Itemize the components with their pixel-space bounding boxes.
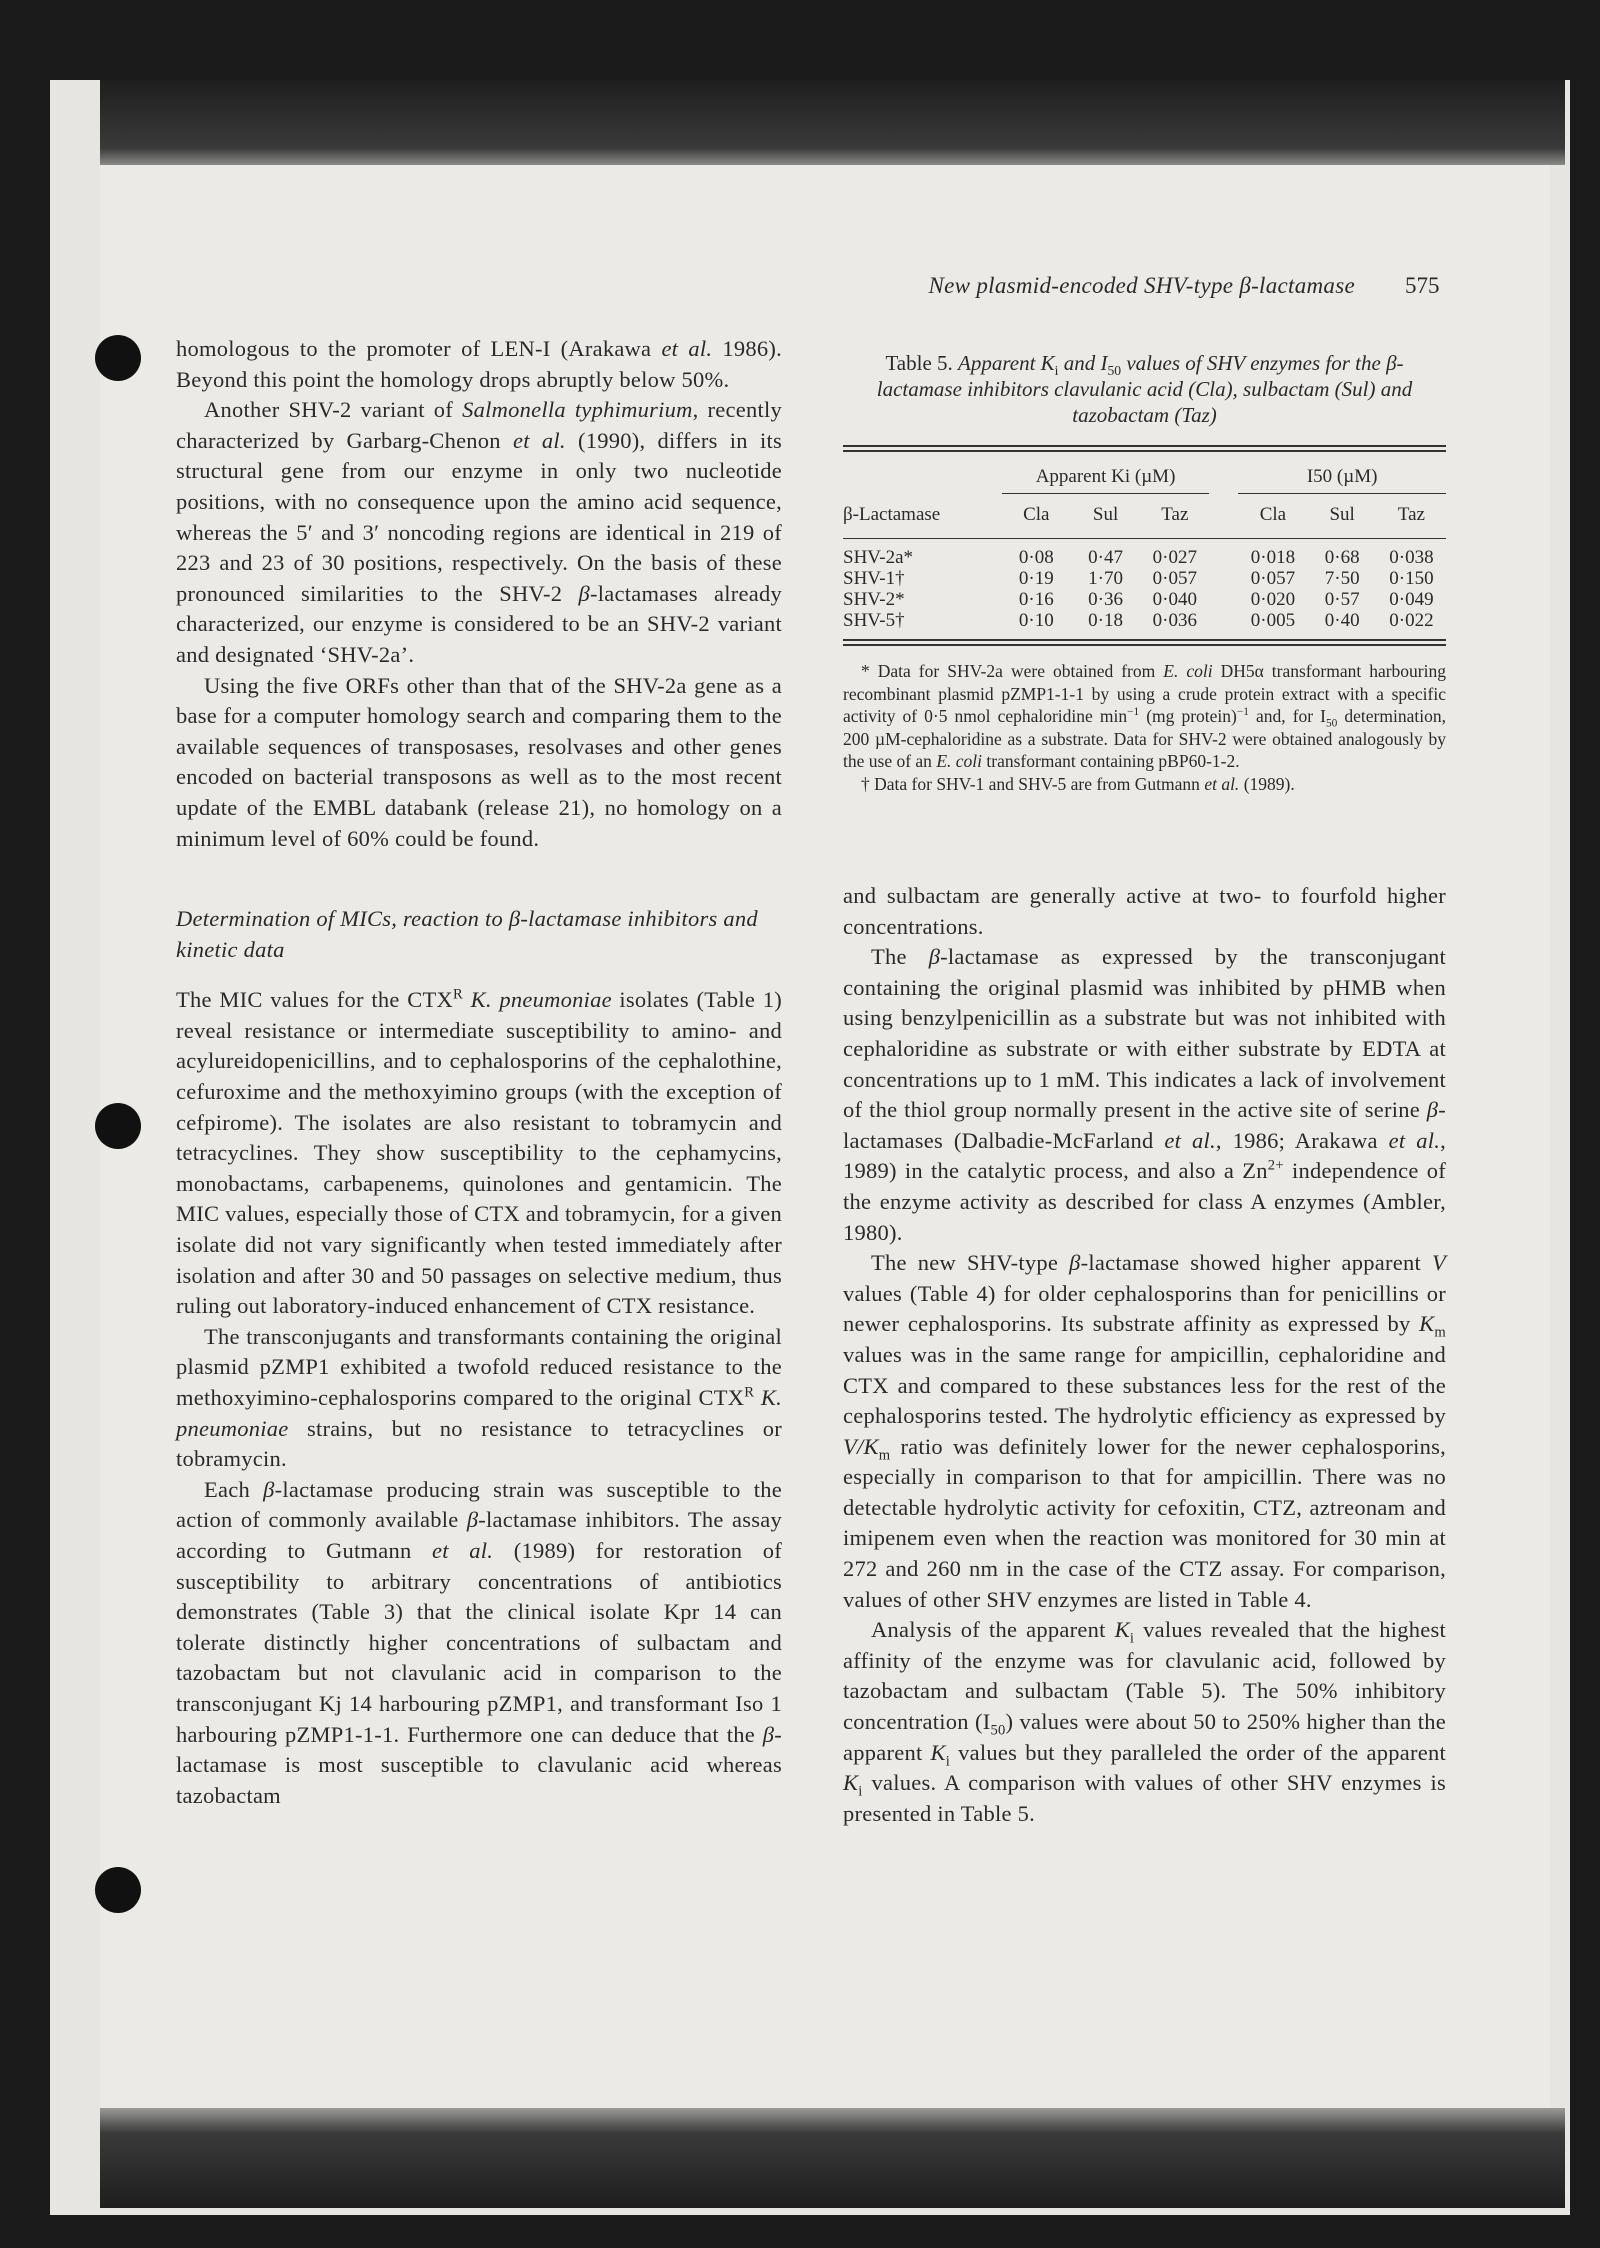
text-run: V	[1432, 1250, 1446, 1276]
text-run: values revealed that the highest affinity of the enzyme was for clavulanic acid, followed by tazobactam and sulbactam (Table 5). The 50% inhibitory concentration (I	[843, 1617, 1446, 1735]
text-run: et al.	[661, 336, 713, 361]
table-cell: 0·16	[1018, 589, 1054, 610]
table-cell: 0·057	[1250, 568, 1296, 589]
text-run: i	[945, 1753, 951, 1770]
text-run: β	[762, 1721, 775, 1747]
text-run: and, for I	[1248, 706, 1326, 726]
text-run: values. A comparison with values of other SHV enzymes is presented in Table 5.	[843, 1770, 1446, 1826]
table-cell: 0·020	[1250, 589, 1296, 610]
text-run: 50	[1107, 363, 1122, 379]
group-header-ki: Apparent Ki (µM)	[1002, 466, 1210, 494]
text-run: -lactamase is most susceptible to clavulanic acid whereas tazobactam	[176, 1721, 782, 1808]
text-run: homologous to the promoter of LEN-I (Arakawa	[176, 336, 662, 361]
table-row	[843, 547, 1446, 568]
text-run: The MIC values for the CTX	[176, 987, 453, 1013]
paragraph	[176, 334, 782, 395]
text-run: β	[466, 1507, 479, 1533]
enzyme-name: SHV-5†	[843, 610, 905, 631]
text-run: strains, but no resistance to tetracyclines or tobramycin.	[176, 1415, 782, 1472]
text-run: -lactamases already characterized, our enzyme is considered to be an SHV-2 variant and designated ‘SHV-2a’.	[176, 580, 782, 667]
text-run: et al.	[432, 1537, 494, 1563]
text-run: † Data for SHV-1 and SHV-5 are from Gutmann	[861, 773, 1205, 794]
text-run: K	[930, 1739, 946, 1765]
column-header: Sul	[1092, 504, 1119, 525]
table-cell: 0·036	[1152, 610, 1197, 631]
text-run	[754, 1385, 761, 1410]
text-run: -lactamases (Dalbadie-McFarland	[843, 1097, 1446, 1153]
text-run: 50	[990, 1722, 1006, 1739]
text-run: R	[452, 986, 463, 1003]
text-run: -lactamase showed higher apparent	[1080, 1250, 1432, 1276]
group-header-i50: I50 (µM)	[1238, 466, 1446, 494]
table-cell: 0·018	[1250, 547, 1296, 568]
text-run: 50	[1326, 717, 1338, 730]
text-run: et al.	[1388, 1127, 1441, 1153]
scan-shadow-top	[100, 80, 1565, 165]
right-column	[843, 881, 1446, 1829]
text-run: i	[858, 1783, 863, 1800]
table-cell: 0·057	[1152, 568, 1197, 589]
left-column	[176, 334, 782, 1811]
text-run: -lactamase as expressed by the transconjugant containing the original plasmid was inhibited by pHMB when using benzylpenicillin as a substrate but was not inhibited with cephaloridine as substrate or with either substrate by EDTA at concentrations up to 1 mM. This indicates a lack of involvement of the thiol group normally present in the active site of serine	[843, 944, 1447, 1123]
text-run: determination, 200 µM-cephaloridine as a substrate. Data for SHV-2 were obtained analogously by the use of an	[843, 706, 1446, 771]
text-run: Another SHV-2 variant of	[204, 397, 463, 423]
table-cell: 0·005	[1250, 610, 1296, 631]
text-run: values but they paralleled the order of the apparent	[950, 1739, 1446, 1765]
running-title: New plasmid-encoded SHV-type β-lactamase	[928, 273, 1355, 298]
text-run: i	[1054, 363, 1059, 379]
text-run	[463, 987, 471, 1012]
text-run: values of SHV enzymes for the β-lactamase inhibitors clavulanic acid (Cla), sulbactam (Sul) and tazobactam (Taz)	[876, 351, 1413, 427]
table-5	[843, 445, 1446, 646]
column-header: Cla	[1023, 504, 1050, 525]
paragraph	[176, 395, 782, 670]
paragraph	[176, 1322, 782, 1475]
table-cell: 7·50	[1324, 568, 1360, 589]
table-cell: 0·10	[1018, 610, 1054, 631]
text-run: Salmonella typhimurium	[462, 397, 693, 423]
text-run: et al.	[513, 427, 566, 453]
text-run: Each	[204, 1476, 264, 1502]
table-cell: 0·36	[1088, 589, 1123, 610]
text-run: isolates (Table 1) reveal resistance or intermediate susceptibility to amino- and acylureidopenicillins, and to cephalosporins of the cephalothine, cefuroxime and the methoxyimino groups (with the exception of cefpirome). The isolates are also resistant to tobramycin and tetracyclines. They show susceptibility to the cephamycins, monobactams, carbapenems, quinolones and gentamicin. The MIC values, especially those of CTX and tobramycin, for a given isolate did not vary significantly when tested immediately after isolation and after 30 and 50 passages on selective medium, thus ruling out laboratory-induced enhancement of CTX resistance.	[176, 987, 783, 1319]
text-run: values was in the same range for ampicillin, cephaloridine and CTX and compared to these substances less for the rest of the cephalosporins tested. The hydrolytic efficiency as expressed by	[843, 1341, 1446, 1429]
text-run: The new SHV-type	[871, 1250, 1070, 1276]
text-run: independence of the enzyme activity as described for class A enzymes (Ambler, 1980).	[843, 1158, 1446, 1245]
text-run: et al.	[1164, 1127, 1216, 1153]
table-caption	[843, 350, 1446, 428]
enzyme-name: SHV-2a*	[843, 547, 914, 568]
table-top-rule	[843, 445, 1446, 452]
text-run: −1	[1236, 706, 1249, 719]
text-run: , recently characterized by Garbarg-Chenon	[176, 397, 782, 453]
text-run: (1989) for restoration of susceptibility to arbitrary concentrations of antibiotics demonstrates (Table 3) that the clinical isolate Kpr 14 can tolerate distinctly higher concentrations of sulbactam and tazobactam but not clavulanic acid in comparison to the transconjugant Kj 14 harbouring pZMP1, and transformant Iso 1 harbouring pZMP1-1-1. Furthermore one can deduce that the	[176, 1537, 782, 1747]
text-run: ratio was definitely lower for the newer cephalosporins, especially in comparison to that for ampicillin. There was no detectable hydrolytic activity for cefoxitin, CTZ, aztreonam and imipenem even when the reaction was monitored for 30 min at 272 and 260 nm in the case of the CTZ assay. For comparison, values of other SHV enzymes are listed in Table 4.	[843, 1433, 1446, 1612]
punch-hole	[95, 335, 141, 381]
paragraph	[843, 942, 1446, 1248]
table-cell: 0·18	[1088, 610, 1123, 631]
table-cell: 0·049	[1389, 589, 1434, 610]
text-run: β	[1069, 1250, 1081, 1276]
text-run: (mg protein)	[1139, 706, 1237, 726]
paragraph	[843, 1615, 1446, 1829]
paragraph	[176, 985, 782, 1322]
text-run: K. pneumoniae	[176, 1385, 782, 1441]
table-row	[843, 568, 1446, 589]
table-bottom-rule	[843, 639, 1446, 646]
text-run: K	[843, 1770, 859, 1796]
text-run: , 1986; Arakawa	[1215, 1127, 1389, 1153]
text-run: -lactamase inhibitors. The assay according to Gutmann	[176, 1507, 782, 1563]
text-run: β	[578, 580, 591, 606]
enzyme-name: SHV-1†	[843, 568, 905, 589]
table-footnotes	[843, 660, 1446, 795]
text-run: ) values were about 50 to 250% higher than the apparent	[843, 1709, 1446, 1765]
text-run: −1	[1127, 706, 1140, 719]
table-cell: 0·027	[1152, 547, 1197, 568]
paragraph	[843, 1248, 1446, 1615]
paragraph	[176, 1475, 782, 1812]
text-run: β	[263, 1476, 275, 1502]
text-run: (1989).	[1239, 773, 1295, 794]
enzyme-name: SHV-2*	[843, 589, 905, 610]
text-run: Apparent K	[958, 351, 1055, 375]
table-row	[843, 610, 1446, 631]
table-header-rule	[843, 538, 1446, 539]
column-header: Taz	[1397, 504, 1425, 525]
text-run: K	[1114, 1617, 1130, 1643]
text-run: β	[928, 944, 941, 970]
table-cell: 1·70	[1088, 568, 1123, 589]
text-run: The transconjugants and transformants containing the original plasmid pZMP1 exhibited a twofold reduced resistance to the methoxyimino-cephalosporins compared to the original CTX	[176, 1323, 782, 1410]
text-run: Using the five ORFs other than that of the SHV-2a gene as a base for a computer homology search and comparing them to the available sequences of transposases, resolvases and other genes encoded on bacterial transposons as well as to the most recent update of the EMBL databank (release 21), no homology on a minimum level of 60% could be found.	[176, 672, 782, 851]
text-run: R	[744, 1384, 755, 1401]
paragraph	[843, 881, 1446, 942]
text-run: DH5α transformant harbouring recombinant plasmid pZMP1-1-1 by using a crude protein extract with a specific activity of 0·5 nmol cephaloridine min	[843, 661, 1446, 726]
table-cell: 0·47	[1088, 547, 1123, 568]
text-run: i	[1129, 1630, 1135, 1647]
text-run: 1986). Beyond this point the homology drops abruptly below 50%.	[176, 336, 782, 392]
text-run: The	[871, 944, 929, 970]
column-header: Taz	[1161, 504, 1189, 525]
table-cell: 0·040	[1152, 589, 1197, 610]
text-run: Analysis of the apparent	[871, 1617, 1115, 1643]
table-cell: 0·038	[1389, 547, 1434, 568]
text-run: 2+	[1267, 1157, 1284, 1174]
punch-hole	[95, 1867, 141, 1913]
punch-hole	[95, 1103, 141, 1149]
footnote	[843, 773, 1446, 796]
row-header: β-Lactamase	[843, 504, 941, 525]
table-cell: 0·57	[1324, 589, 1360, 610]
text-run: , 1989) in the catalytic process, and also a Zn	[843, 1127, 1446, 1184]
table-cell: 0·08	[1018, 547, 1054, 568]
paragraph	[176, 671, 782, 855]
text-run: Table 5.	[885, 351, 959, 375]
text-run: V/K	[843, 1433, 879, 1459]
scan-shadow-bottom	[100, 2108, 1565, 2208]
table-cell: 0·150	[1389, 568, 1434, 589]
text-run: m	[1434, 1324, 1446, 1341]
text-run: K	[1419, 1311, 1435, 1337]
table-row	[843, 589, 1446, 610]
text-run: (1990), differs in its structural gene from our enzyme in only two nucleotide positions, with no consequence upon the amino acid sequence, whereas the 5′ and 3′ noncoding regions are identical in 219 of 223 and 23 of 30 positions, respectively. On the basis of these pronounced similarities to the SHV-2	[176, 427, 782, 606]
table-cell: 0·68	[1324, 547, 1360, 568]
text-run: et al.	[1204, 773, 1240, 794]
text-run: and sulbactam are generally active at two- to fourfold higher concentrations.	[843, 883, 1446, 939]
text-run: * Data for SHV-2a were obtained from	[861, 661, 1164, 681]
table-cell: 0·19	[1018, 568, 1054, 589]
text-run: and I	[1058, 351, 1108, 375]
page-number: 575	[1405, 273, 1440, 298]
column-header: Sul	[1329, 504, 1355, 525]
text-run: values (Table 4) for older cephalosporins than for penicillins or newer cephalosporins. Its substrate affinity as expressed by	[843, 1280, 1446, 1337]
column-header: Cla	[1259, 504, 1287, 525]
text-run: -lactamase producing strain was susceptible to the action of commonly available	[176, 1476, 782, 1533]
text-run: transformant containing pBP60-1-2.	[982, 751, 1240, 771]
text-run: E. coli	[1163, 661, 1213, 681]
text-run: K. pneumoniae	[470, 987, 612, 1013]
text-run: β	[1426, 1097, 1439, 1123]
text-run: Determination of MICs, reaction to β-lactamase inhibitors and kinetic data	[176, 906, 758, 962]
text-run: E. coli	[936, 751, 982, 771]
footnote	[843, 660, 1446, 773]
table-cell: 0·022	[1389, 610, 1434, 631]
table-cell: 0·40	[1324, 610, 1360, 631]
table-body	[843, 547, 1446, 631]
section-heading	[176, 904, 782, 965]
text-run: m	[878, 1447, 891, 1464]
